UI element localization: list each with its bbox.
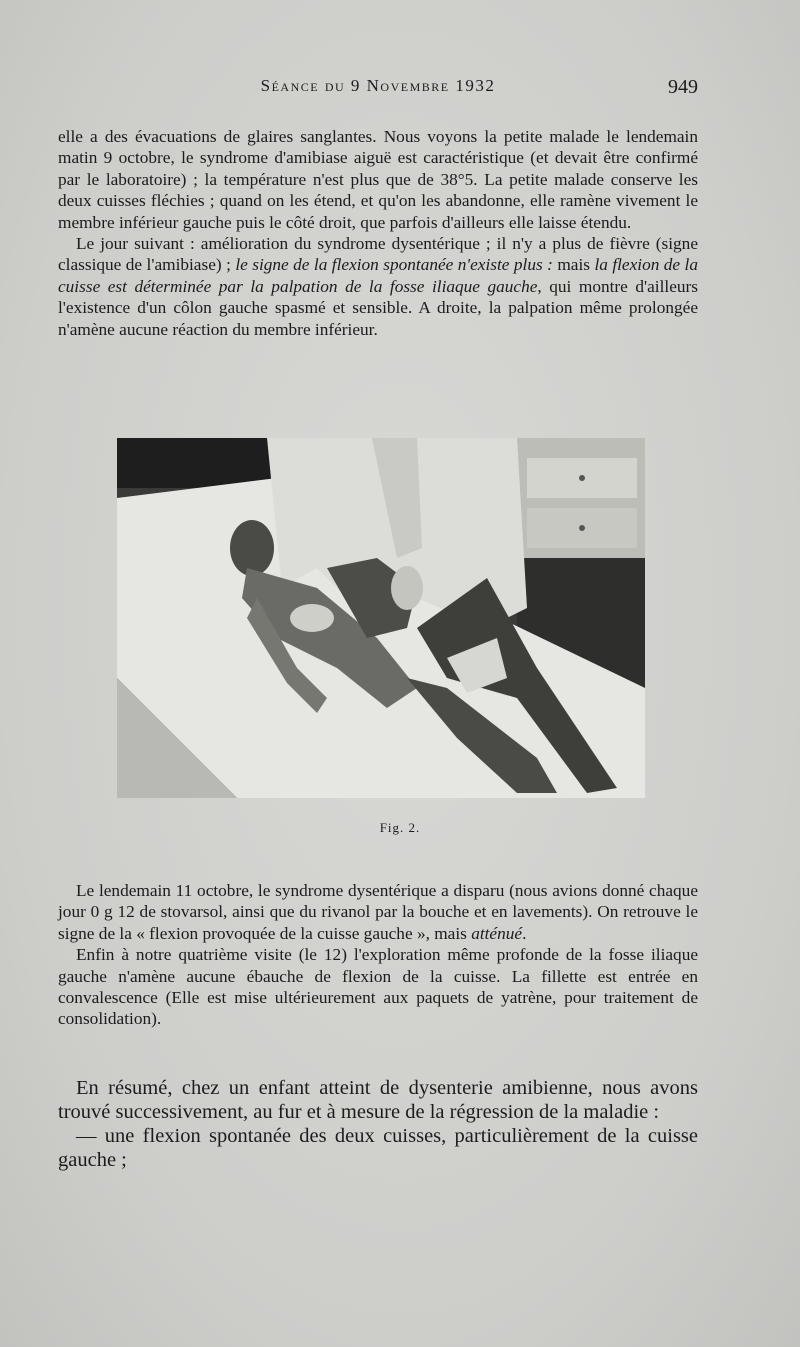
page-number: 949	[668, 76, 698, 98]
paragraph-quatrieme-visite: Enfin à notre quatrième visite (le 12) l'exploration même profonde de la fosse iliaque gauche n'amène aucune ébauche de flexion de la cuisse. La fillette est entrée en convalescence (Elle est mise ultérieurement aux paquets de yatrène, pour traitement de consolidation).	[58, 945, 698, 1029]
body-text-top	[58, 126, 698, 340]
paragraph-jour-suivant: Le jour suivant : amélioration du syndrome dysentérique ; il n'y a plus de fièvre (signe classique de l'amibiase) ; le signe de la flexion spontanée n'existe plus : mais la flexion de la cuisse est déterminée par la palpation de la fosse iliaque gauche, qui montre d'ailleurs l'existence d'un côlon gauche spasmé et sensible. A droite, la palpation même prolongée n'amène aucune réaction du membre inférieur.	[58, 234, 698, 339]
figure-caption: Fig. 2.	[379, 820, 421, 835]
figure-photograph	[117, 438, 645, 798]
paragraph-evacuations: elle a des évacuations de glaires sanglantes. Nous voyons la petite malade le lendemain matin 9 octobre, le syndrome d'amibiase aiguë est caractéristique (et devait être confirmé par le laboratoire) ; la température n'est plus que de 38°5. La petite malade conserve les deux cuisses fléchies ; quand on les étend, et qu'on les abandonne, elle ramène vivement le membre inférieur gauche puis le côté droit, que parfois d'ailleurs elle laisse étendu.	[58, 127, 698, 232]
running-header	[58, 76, 698, 106]
summary-text	[58, 1076, 698, 1172]
body-text-bottom	[58, 880, 698, 1030]
summary-intro: En résumé, chez un enfant atteint de dysenterie amibienne, nous avons trouvé successivement, au fur et à mesure de la régression de la maladie :	[58, 1077, 698, 1123]
summary-item-flexion: — une flexion spontanée des deux cuisses, particulièrement de la cuisse gauche ;	[58, 1125, 698, 1171]
paragraph-lendemain: Le lendemain 11 octobre, le syndrome dysentérique a disparu (nous avions donné chaque jour 0 g 12 de stovarsol, ainsi que du rivanol par la bouche et en lavements). On retrouve le signe de la « flexion provoquée de la cuisse gauche », mais atténué.	[58, 881, 698, 943]
italic-flexion-determinee: la flexion de la cuisse est déterminée par la palpation de la fosse iliaque gauche	[58, 255, 698, 296]
photo-examination-illustration	[117, 438, 645, 798]
italic-signe-flexion: le signe de la flexion spontanée n'existe plus :	[235, 255, 553, 275]
italic-attenue: atténué	[471, 923, 523, 943]
running-title: Séance du 9 Novembre 1932	[260, 76, 496, 95]
